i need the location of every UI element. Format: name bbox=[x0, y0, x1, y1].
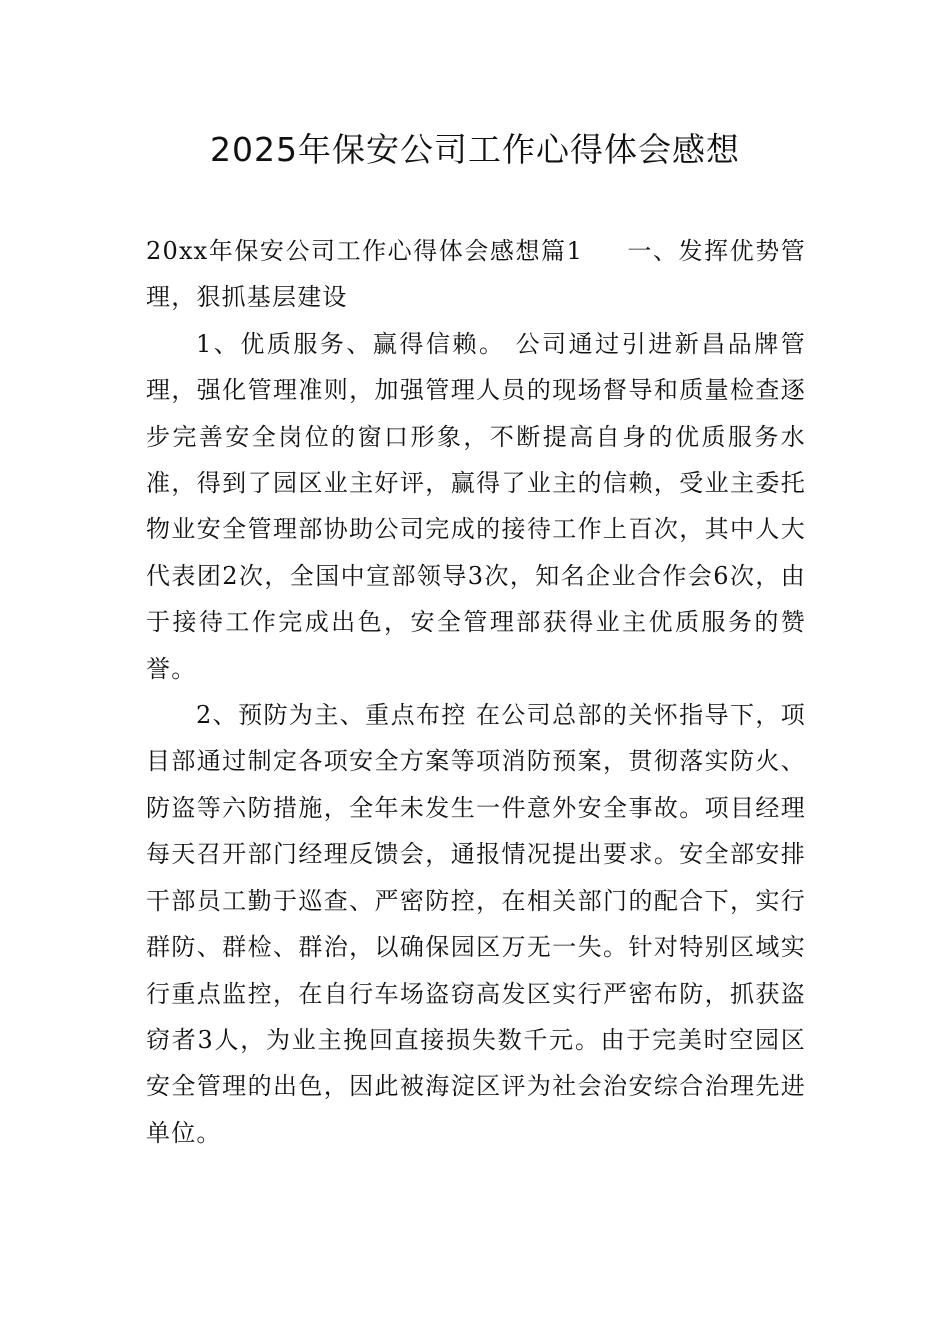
document-body bbox=[146, 228, 806, 1156]
intro-heading: 20xx年保安公司工作心得体会感想篇1 bbox=[146, 237, 584, 265]
section-heading: 一、发挥优势管理，狠抓基层建设 bbox=[146, 237, 806, 312]
intro-paragraph bbox=[146, 228, 806, 321]
paragraph-service: 1、优质服务、赢得信赖。 公司通过引进新昌品牌管理，强化管理准则，加强管理人员的现场督导和质量检查逐步完善安全岗位的窗口形象，不断提高自身的优质服务水准，得到了园区业主好评，赢得了业主的信赖，受业主委托物业安全管理部协助公司完成的接待工作上百次，其中人大代表团2次，全国中宣部领导3次，知名企业合作会6次，由于接待工作完成出色，安全管理部获得业主优质服务的赞誉。 bbox=[146, 329, 806, 683]
paragraph-prevention: 2、预防为主、重点布控 在公司总部的关怀指导下，项目部通过制定各项安全方案等项消防预案，贯彻落实防火、防盗等六防措施，全年未发生一件意外安全事故。项目经理每天召开部门经理反馈会，通报情况提出要求。安全部安排干部员工勤于巡查、严密防控，在相关部门的配合下，实行群防、群检、群治，以确保园区万无一失。针对特别区域实行重点监控，在自行车场盗窃高发区实行严密布防，抓获盗窃者3人，为业主挽回直接损失数千元。由于完美时空园区安全管理的出色，因此被海淀区评为社会治安综合治理先进单位。 bbox=[146, 701, 806, 1147]
document-title: 2025年保安公司工作心得体会感想 bbox=[210, 130, 740, 169]
